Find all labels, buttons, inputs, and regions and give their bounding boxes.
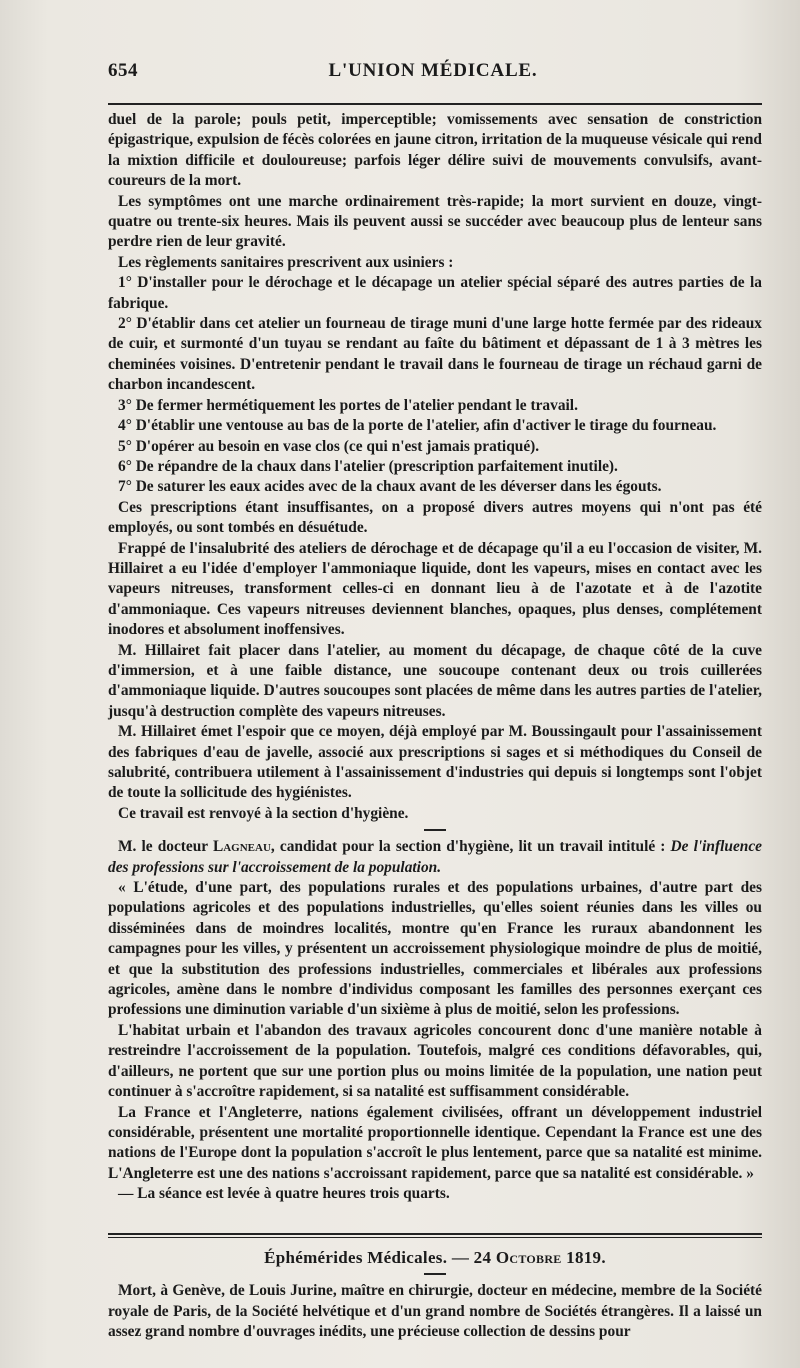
paragraph: Mort, à Genève, de Louis Jurine, maître en chirurgie, docteur en médecine, membre de la Société royale de Paris, de la Société helvétique et d'un grand nombre de Sociétés étrangères. Il a laissé un assez grand nombre d'ouvrages inédits, une précieuse collection de dessins pour	[108, 1282, 762, 1341]
ephemerides-title: Éphémérides Médicales.	[264, 1248, 448, 1267]
paragraph: Frappé de l'insalubrité des ateliers de dérochage et de décapage qu'il a eu l'occasion de visiter, M. Hillairet a eu l'idée d'employer l'ammoniaque liquide, dont les vapeurs, mises en contact avec les vapeurs nitreuses, transforment celles-ci en donnant lieu à de l'azotate et à de l'azotite d'ammoniaque. Ces vapeurs nitreuses deviennent blanches, opaques, plus denses, complétement inodores et absolument inoffensives.	[108, 539, 762, 639]
section-rule-bottom	[108, 1237, 762, 1238]
running-title: L'UNION MÉDICALE.	[328, 60, 538, 81]
article-body	[108, 110, 762, 1205]
text-run: M. le docteur	[118, 838, 213, 856]
ephemerides-heading	[108, 1248, 762, 1268]
section-separator	[424, 829, 446, 831]
list-item: 6° De répandre de la chaux dans l'atelier (prescription parfaitement inutile).	[118, 457, 618, 475]
list-item: 7° De saturer les eaux acides avec de la chaux avant de les déverser dans les égouts.	[118, 478, 662, 496]
paragraph: La France et l'Angleterre, nations également civilisées, offrant un développement industriel considérable, présentent une mortalité proportionnelle identique. Cependant la France est une des nations de l'Europe dont la population s'accroît le plus lentement, parce que sa natalité est minime. L'Angleterre est une des nations s'accroissant rapidement, parce que sa natalité est considérable. »	[108, 1103, 762, 1182]
paragraph: M. Hillairet fait placer dans l'atelier, au moment du décapage, de chaque côté de la cuve d'immersion, et à une faible distance, une soucoupe contenant deux ou trois cuillerées d'ammoniaque liquide. D'autres soucoupes sont placées de même dans les autres parties de l'atelier, jusqu'à destruction complète des vapeurs nitreuses.	[108, 641, 762, 720]
list-item: 4° D'établir une ventouse au bas de la porte de l'atelier, afin d'activer le tirage du fourneau.	[118, 417, 717, 435]
paragraph: — La séance est levée à quatre heures trois quarts.	[118, 1185, 450, 1203]
paragraph: M. Hillairet émet l'espoir que ce moyen, déjà employé par M. Boussingault pour l'assainissement des fabriques d'eau de javelle, associé aux prescriptions si sages et si méthodiques du Conseil de salubrité, contribuera utilement à l'assainissement d'industries qui depuis si longtemps sont l'objet de toute la sollicitude des hygiénistes.	[108, 723, 762, 802]
paragraph: Ces prescriptions étant insuffisantes, on a proposé divers autres moyens qui n'ont pas été employés, ou sont tombés en désuétude.	[108, 498, 762, 537]
paragraph: duel de la parole; pouls petit, imperceptible; vomissements avec sensation de constriction épigastrique, expulsion de fécès colorées en jaune citron, irritation de la muqueuse vésicale qui rend la mixtion difficile et douloureuse; parfois léger délire suivi de mouvements convulsifs, avant-coureurs de la mort.	[108, 111, 762, 190]
page-header	[108, 56, 758, 88]
work-title: De l'influence des professions sur l'accroissement de la population.	[108, 838, 762, 876]
page-number: 654	[108, 60, 138, 81]
ephemerides-date: Octobre 1819.	[495, 1248, 606, 1267]
list-item: 3° De fermer hermétiquement les portes de l'atelier pendant le travail.	[118, 396, 578, 414]
list-item: 5° D'opérer au besoin en vase clos (ce qui n'est jamais pratiqué).	[118, 437, 540, 455]
paragraph: Les symptômes ont une marche ordinairement très-rapide; la mort survient en douze, vingt-quatre ou trente-six heures. Mais ils peuvent aussi se succéder avec beaucoup plus de lenteur sans perdre rien de leur gravité.	[108, 192, 762, 251]
paragraph: Les règlements sanitaires prescrivent aux usiniers :	[118, 253, 454, 271]
paragraph: Ce travail est renvoyé à la section d'hygiène.	[118, 804, 409, 822]
section-separator	[424, 1273, 446, 1275]
header-rule	[108, 103, 762, 105]
list-item: 1° D'installer pour le dérochage et le décapage un atelier spécial séparé des autres parties de la fabrique.	[108, 274, 762, 312]
list-item: 2° D'établir dans cet atelier un fourneau de tirage muni d'une large hotte fermée par des rideaux de cuir, et surmonté d'un tuyau se rendant au faîte du bâtiment et dépassant de 1 à 3 mètres les cheminées voisines. D'entretenir pendant le travail dans le fourneau de tirage un réchaud garni de charbon incandescent.	[108, 315, 762, 394]
text-run: , candidat pour la section d'hygiène, lit un travail intitulé :	[270, 838, 671, 856]
paragraph: L'habitat urbain et l'abandon des travaux agricoles concourent donc d'une manière notable à restreindre l'accroissement de la population. Toutefois, malgré ces conditions défavorables, qui, d'ailleurs, ne portent que sur une portion plus ou moins limitée de la population, une nation peut continuer à s'accroître rapidement, si sa natalité est suffisamment considérable.	[108, 1021, 762, 1101]
ephemerides-dash: — 24	[447, 1248, 496, 1267]
paragraph-lagneau	[108, 837, 762, 878]
paragraph: « L'étude, d'une part, des populations rurales et des populations urbaines, d'autre part des populations agricoles et des populations industrielles, qu'elles soient réunies dans les villes ou disséminées dans de moindres localités, montre qu'en France les ruraux abandonnent les campagnes pour les villes, y présentent un accroissement physiologique moindre de plus de moitié, et que la substitution des professions industrielles, commerciales et libérales aux professions agricoles, amène dans le nombre d'individus composant les familles des personnes exerçant ces professions une diminution variable d'un sixième à plus de moitié, selon les professions.	[108, 879, 762, 1019]
section-rule-top	[108, 1233, 762, 1235]
ephemerides-section	[108, 1240, 762, 1343]
author-name: Lagneau	[212, 838, 271, 856]
